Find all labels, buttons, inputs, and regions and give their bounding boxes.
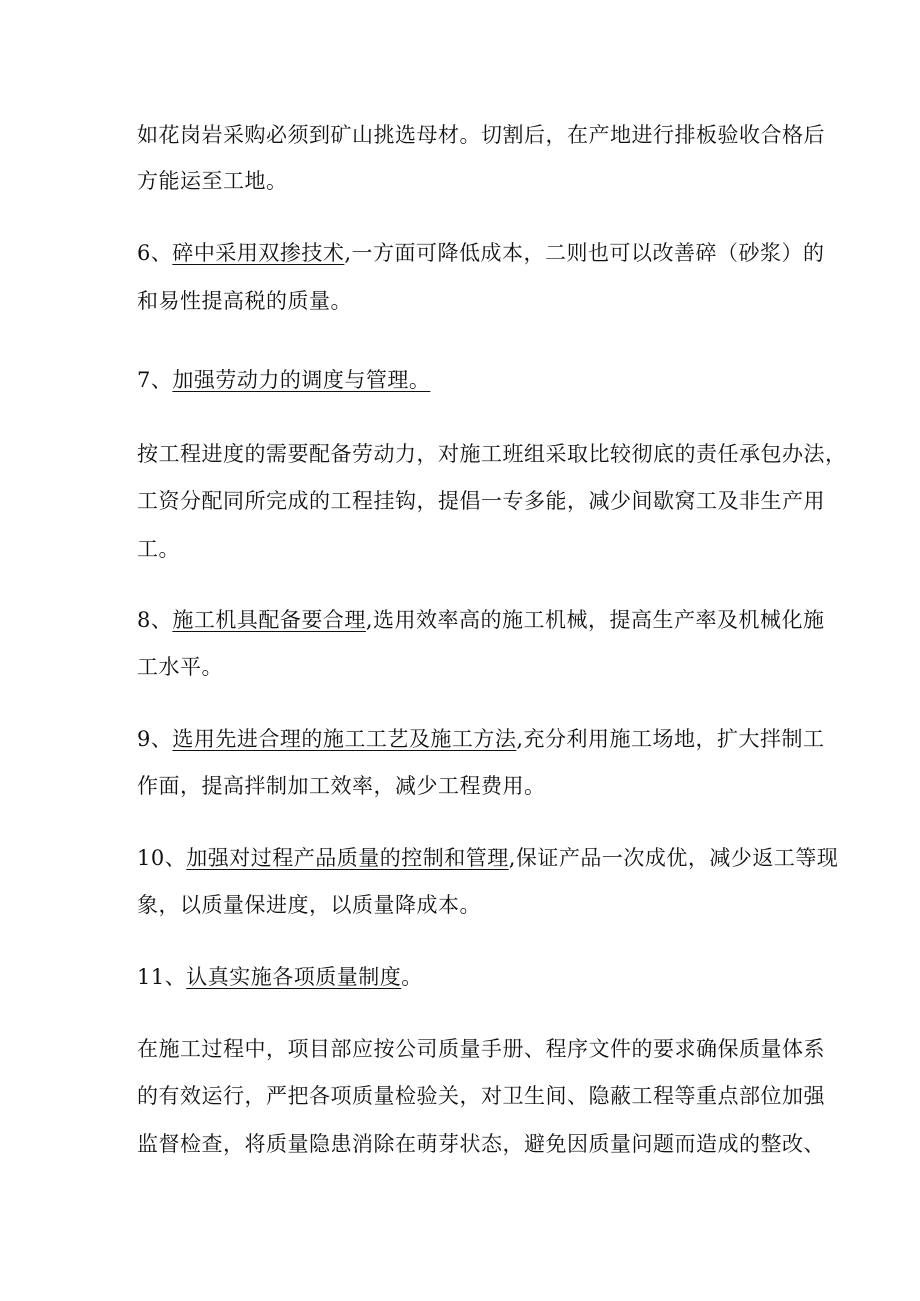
item-11-body-line-3: 监督检查，将质量隐患消除在萌芽状态，避免因质量问题而造成的整改、	[137, 1132, 825, 1156]
item-10-line-1	[137, 843, 838, 873]
item-6-line-1	[137, 238, 825, 268]
item-7-heading-line	[137, 365, 430, 395]
item-11-heading-line	[137, 962, 423, 992]
item-11-body-line-1: 在施工过程中，项目部应按公司质量手册、程序文件的要求确保质量体系	[137, 1037, 825, 1061]
item-9-text: ,充分利用施工场地，扩大拌制工	[516, 727, 825, 751]
item-11-heading-end: 。	[401, 965, 423, 989]
item-10-number: 10、	[137, 846, 187, 870]
item-8-line-1	[137, 605, 825, 635]
item-9-line-1	[137, 724, 825, 754]
item-7-number: 7、	[137, 368, 173, 392]
item-7-body-line-2: 工资分配同所完成的工程挂钩，提倡一专多能，减少间歇窝工及非生产用	[137, 489, 825, 513]
item-8-line-2: 工水平。	[137, 655, 223, 679]
item-8-heading: 施工机具配备要合理	[172, 608, 366, 632]
item-7-body-line-3: 工。	[137, 537, 180, 561]
item-9-heading: 选用先进合理的施工工艺及施工方法	[172, 727, 517, 751]
item-6-heading: 碎中采用双掺技术	[172, 241, 345, 265]
item-6-line-2: 和易性提高税的质量。	[137, 289, 352, 313]
item-6-number: 6、	[137, 241, 173, 265]
item-8-text: ,选用效率高的施工机械，提高生产率及机械化施	[365, 608, 825, 632]
item-8-number: 8、	[137, 608, 173, 632]
item-9-number: 9、	[137, 727, 173, 751]
item-10-line-2: 象，以质量保进度，以质量降成本。	[137, 893, 481, 917]
item-7-body-line-1: 按工程进度的需要配备劳动力，对施工班组采取比较彻底的责任承包办法，	[137, 442, 847, 466]
intro-line-1: 如花岗岩采购必须到矿山挑选母材。切割后，在产地进行排板验收合格后	[137, 123, 825, 147]
item-11-body-line-2: 的有效运行，严把各项质量检验关，对卫生间、隐蔽工程等重点部位加强	[137, 1084, 825, 1108]
item-10-text: ,保证产品一次成优，减少返工等现	[508, 846, 839, 870]
item-9-line-2: 作面，提高拌制加工效率，减少工程费用。	[137, 774, 546, 798]
item-10-heading: 加强对过程产品质量的控制和管理	[186, 846, 509, 870]
item-6-text: ,一方面可降低成本，二则也可以改善碎（砂浆）的	[344, 241, 825, 265]
item-11-number: 11、	[137, 965, 187, 989]
intro-line-2: 方能运至工地。	[137, 169, 288, 193]
item-11-heading: 认真实施各项质量制度	[186, 965, 402, 989]
item-7-heading: 加强劳动力的调度与管理。	[172, 368, 431, 392]
